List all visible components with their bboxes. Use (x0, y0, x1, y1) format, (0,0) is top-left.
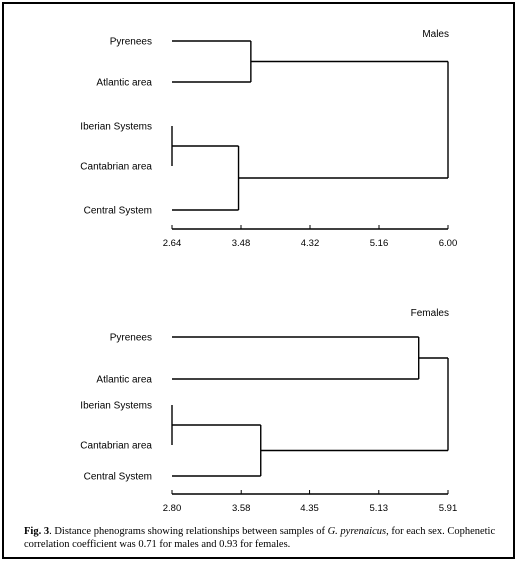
axis-tick-label: 6.00 (438, 238, 458, 249)
leaf-label: Cantabrian area (80, 440, 152, 452)
leaf-label: Pyrenees (109, 36, 152, 48)
females-phenogram (80, 308, 457, 514)
axis-tick-label: 3.58 (231, 503, 251, 514)
leaf-label: Iberian Systems (80, 400, 152, 412)
leaf-label: Central System (83, 205, 152, 217)
leaf-label: Atlantic area (96, 374, 152, 386)
caption-text-after: , for each sex. Cophenetic correlation coefficient was 0.71 for males and 0.93 for females. (24, 526, 496, 550)
leaf-label: Cantabrian area (80, 161, 152, 173)
chart-title: Males (422, 29, 449, 40)
figure-frame (2, 2, 515, 559)
leaf-label: Iberian Systems (80, 121, 152, 133)
phenogram-figure (4, 4, 513, 519)
axis-tick-label: 5.91 (438, 503, 458, 514)
axis-tick-label: 2.64 (162, 238, 182, 249)
axis-tick-label: 4.35 (300, 503, 319, 514)
leaf-label: Atlantic area (96, 77, 152, 89)
leaf-label: Pyrenees (109, 332, 152, 344)
figure-caption (24, 525, 509, 551)
axis-tick-label: 3.48 (231, 238, 251, 249)
axis-tick-label: 5.13 (369, 503, 389, 514)
leaf-label: Central System (83, 471, 152, 483)
axis-tick-label: 2.80 (162, 503, 182, 514)
axis-tick-label: 4.32 (300, 238, 320, 249)
axis-tick-label: 5.16 (369, 238, 389, 249)
chart-title: Females (410, 308, 449, 319)
caption-label: Fig. 3 (24, 526, 50, 537)
males-phenogram (80, 29, 457, 249)
caption-text-before: . Distance phenograms showing relationships between samples of (49, 526, 328, 537)
caption-species: G. pyrenaicus (327, 526, 387, 537)
